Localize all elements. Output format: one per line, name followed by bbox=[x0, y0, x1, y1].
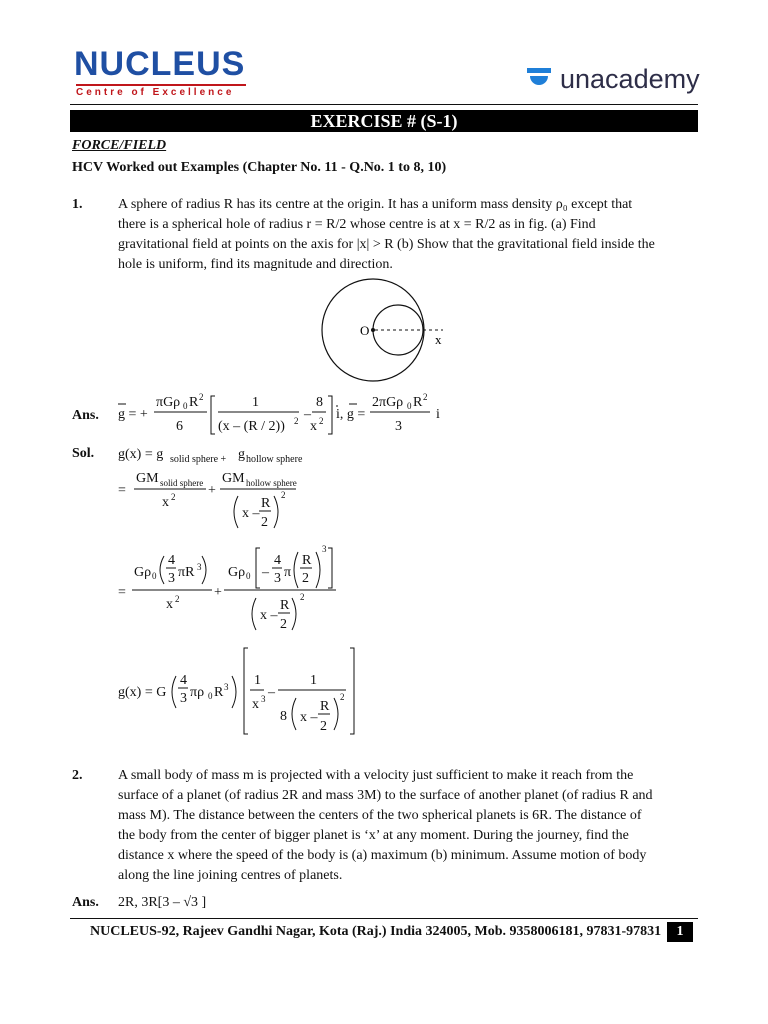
svg-text:x: x bbox=[252, 697, 259, 712]
q2-line: along the line joining centres of planets. bbox=[118, 868, 343, 883]
svg-text:2: 2 bbox=[300, 592, 305, 602]
svg-text:2: 2 bbox=[280, 617, 287, 632]
svg-text:8: 8 bbox=[280, 709, 287, 724]
svg-text:x –: x – bbox=[242, 506, 260, 521]
footer-rule bbox=[70, 918, 698, 919]
nucleus-logo: NUCLEUS bbox=[74, 45, 246, 83]
q1-line: hole is uniform, find its magnitude and direction. bbox=[118, 257, 393, 272]
svg-text:2: 2 bbox=[423, 392, 428, 402]
svg-text:3: 3 bbox=[168, 571, 175, 586]
svg-text:3: 3 bbox=[224, 682, 229, 692]
svg-text:–: – bbox=[268, 685, 275, 700]
svg-text:solid sphere +: solid sphere + bbox=[170, 454, 227, 465]
page-number: 1 bbox=[667, 922, 693, 942]
svg-text:πR: πR bbox=[178, 565, 195, 580]
svg-text:3: 3 bbox=[274, 571, 281, 586]
svg-text:3: 3 bbox=[197, 562, 202, 572]
svg-text:x –: x – bbox=[260, 608, 278, 623]
answer-equation bbox=[114, 390, 444, 438]
svg-text:x: x bbox=[166, 597, 173, 612]
svg-text:g(x) = g: g(x) = g bbox=[118, 447, 164, 462]
svg-text:πGρ: πGρ bbox=[156, 395, 181, 410]
svg-text:hollow sphere: hollow sphere bbox=[246, 478, 297, 488]
svg-text:2: 2 bbox=[261, 515, 268, 530]
svg-text:4: 4 bbox=[168, 553, 175, 568]
label-o: O bbox=[360, 323, 370, 338]
section-heading: FORCE/FIELD bbox=[72, 138, 167, 153]
unacademy-logo bbox=[526, 62, 700, 96]
origin-point bbox=[371, 328, 375, 332]
svg-text:R: R bbox=[189, 395, 199, 410]
svg-text:i, g =: i, g = bbox=[336, 407, 366, 422]
q2-number: 2. bbox=[72, 768, 83, 783]
svg-text:GM: GM bbox=[136, 471, 159, 486]
svg-text:4: 4 bbox=[274, 553, 281, 568]
q1-ans-label: Ans. bbox=[72, 408, 99, 423]
svg-text:3: 3 bbox=[322, 544, 327, 554]
svg-text:x: x bbox=[310, 419, 317, 434]
svg-text:Gρ: Gρ bbox=[228, 565, 246, 580]
q2-line: mass M). The distance between the centers of the two spherical planets is 6R. The distance of bbox=[118, 808, 642, 823]
svg-text:+: + bbox=[214, 585, 222, 600]
svg-text:0: 0 bbox=[208, 691, 213, 701]
svg-text:4: 4 bbox=[180, 673, 187, 688]
svg-text:g(x) = G: g(x) = G bbox=[118, 685, 167, 700]
svg-text:–: – bbox=[262, 565, 269, 580]
q2-line: the body from the center of bigger planet is ‘x’ at any moment. During the journey, find the bbox=[118, 828, 629, 843]
svg-text:R: R bbox=[302, 553, 312, 568]
svg-text:3: 3 bbox=[180, 691, 187, 706]
label-x: x bbox=[435, 332, 442, 347]
header-rule bbox=[70, 104, 698, 105]
svg-text:3: 3 bbox=[395, 419, 402, 434]
svg-text:=: = bbox=[118, 483, 126, 498]
svg-text:x: x bbox=[162, 495, 169, 510]
svg-text:x –: x – bbox=[300, 710, 318, 725]
svg-text:π: π bbox=[284, 565, 292, 580]
footer-address: NUCLEUS-92, Rajeev Gandhi Nagar, Kota (Raj.) India 324005, Mob. 9358006181, 97831-97831 bbox=[90, 924, 662, 939]
svg-text:2: 2 bbox=[320, 719, 327, 734]
svg-text:2: 2 bbox=[281, 490, 286, 500]
subtitle: HCV Worked out Examples (Chapter No. 11 - Q.No. 1 to 8, 10) bbox=[72, 160, 447, 175]
inner-hole bbox=[373, 305, 423, 355]
svg-text:0: 0 bbox=[246, 571, 251, 581]
svg-text:1: 1 bbox=[254, 673, 261, 688]
svg-text:=: = bbox=[118, 585, 126, 600]
svg-text:2: 2 bbox=[319, 416, 324, 426]
svg-text:8: 8 bbox=[316, 395, 323, 410]
q1-line: A sphere of radius R has its centre at the origin. It has a uniform mass density ρ₀ except that bbox=[118, 197, 633, 212]
q1-line: there is a spherical hole of radius r = R/2 whose centre is at x = R/2 as in fig. (a) Find bbox=[118, 217, 596, 232]
nucleus-tagline: Centre of Excellence bbox=[76, 84, 246, 100]
unacademy-icon bbox=[526, 66, 552, 92]
svg-text:solid sphere: solid sphere bbox=[160, 478, 204, 488]
svg-text:R: R bbox=[261, 496, 271, 511]
sphere-figure bbox=[318, 278, 458, 388]
q1-sol-label: Sol. bbox=[72, 446, 95, 461]
svg-text:g = +: g = + bbox=[118, 407, 148, 422]
svg-text:–: – bbox=[304, 407, 311, 422]
svg-text:hollow sphere: hollow sphere bbox=[246, 454, 303, 465]
svg-text:1: 1 bbox=[310, 673, 317, 688]
unacademy-wordmark: unacademy bbox=[560, 63, 700, 94]
q1-number: 1. bbox=[72, 197, 83, 212]
exercise-title: EXERCISE # (S-1) bbox=[70, 110, 698, 132]
svg-text:R: R bbox=[214, 685, 224, 700]
svg-text:1: 1 bbox=[252, 395, 259, 410]
svg-text:πρ: πρ bbox=[190, 685, 205, 700]
q1-text bbox=[118, 195, 696, 275]
svg-text:GM: GM bbox=[222, 471, 245, 486]
svg-text:0: 0 bbox=[152, 571, 157, 581]
svg-text:2: 2 bbox=[171, 492, 176, 502]
svg-text:(x – (R / 2)): (x – (R / 2)) bbox=[218, 419, 285, 434]
svg-text:Gρ: Gρ bbox=[134, 565, 152, 580]
svg-text:6: 6 bbox=[176, 419, 183, 434]
q2-line: A small body of mass m is projected with a velocity just sufficient to make it reach from the bbox=[118, 768, 634, 783]
svg-text:i: i bbox=[436, 407, 440, 422]
q2-ans-label: Ans. bbox=[72, 895, 99, 910]
q2-ans-text: 2R, 3R[3 – √3 ] bbox=[118, 895, 207, 910]
svg-text:0: 0 bbox=[407, 401, 412, 411]
q1-line: gravitational field at points on the axis for |x| > R (b) Show that the gravitational field inside the bbox=[118, 237, 655, 252]
svg-text:2: 2 bbox=[302, 571, 309, 586]
svg-text:0: 0 bbox=[183, 401, 188, 411]
q2-line: surface of a planet (of radius 2R and mass 3M) to the surface of another planet (of radius R and bbox=[118, 788, 653, 803]
svg-text:g: g bbox=[238, 447, 245, 462]
svg-text:2: 2 bbox=[294, 416, 299, 426]
svg-text:R: R bbox=[280, 598, 290, 613]
svg-text:R: R bbox=[320, 699, 330, 714]
svg-text:2πGρ: 2πGρ bbox=[372, 395, 404, 410]
q2-line: distance x where the speed of the body is (a) maximum (b) minimum. Assume motion of body bbox=[118, 848, 647, 863]
svg-text:R: R bbox=[413, 395, 423, 410]
solution-derivation bbox=[114, 444, 374, 744]
svg-text:2: 2 bbox=[175, 594, 180, 604]
svg-text:2: 2 bbox=[199, 392, 204, 402]
svg-text:2: 2 bbox=[340, 692, 345, 702]
q2-text bbox=[118, 766, 696, 886]
svg-text:+: + bbox=[208, 483, 216, 498]
svg-text:3: 3 bbox=[261, 694, 266, 704]
